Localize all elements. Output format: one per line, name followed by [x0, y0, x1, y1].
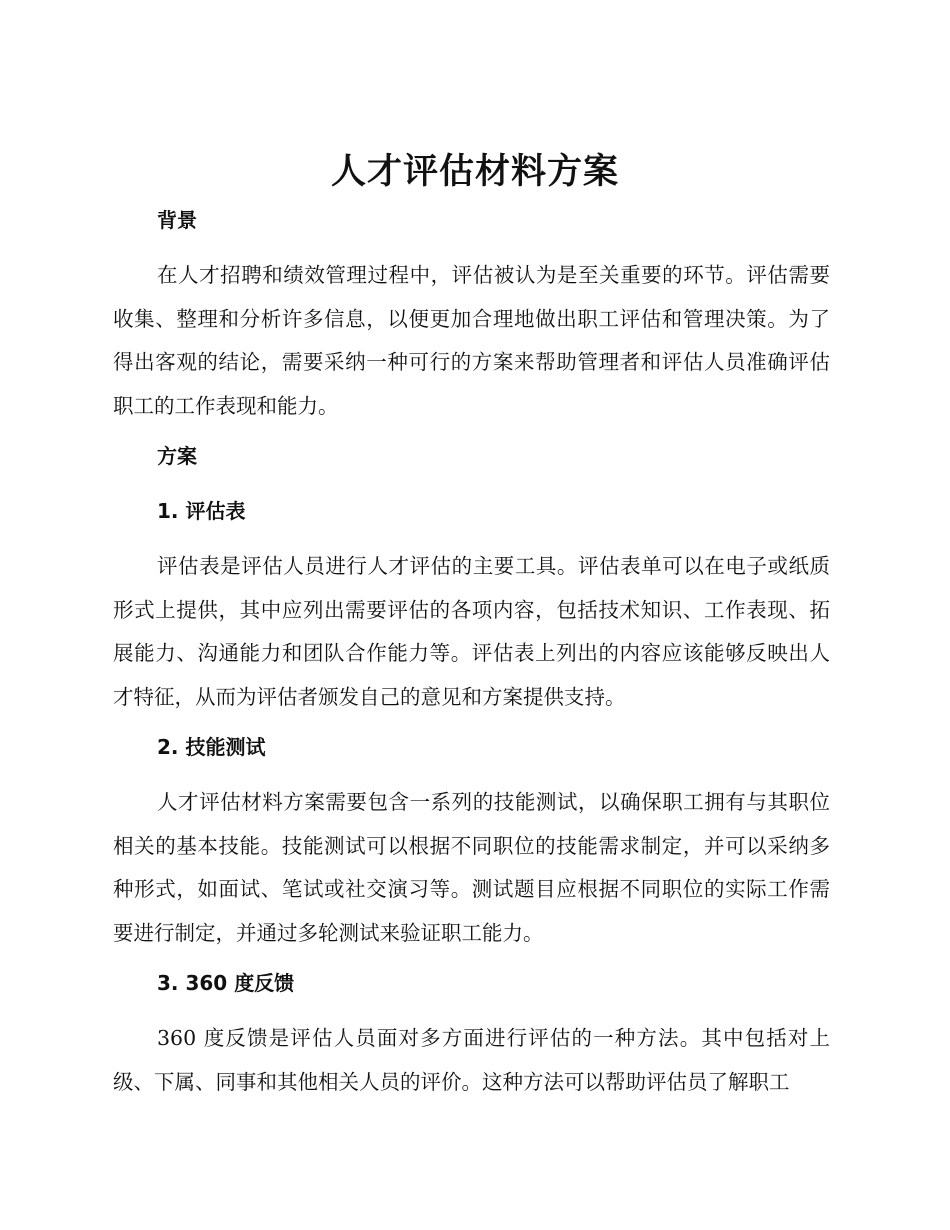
section-paragraph-evaluation-form: 评估表是评估人员进行人才评估的主要工具。评估表单可以在电子或纸质形式上提供，其中应列出需要评估的各项内容，包括技术知识、工作表现、拓展能力、沟通能力和团队合作能力等。评估表上列出的内容应该能够反映出人才特征，从而为评估者颁发自己的意见和方案提供支持。	[113, 554, 830, 709]
document-title: 人才评估材料方案	[330, 152, 619, 192]
section-heading-evaluation-form: 1. 评估表	[157, 499, 246, 523]
section-paragraph-skill-test: 人才评估材料方案需要包含一系列的技能测试，以确保职工拥有与其职位相关的基本技能。技能测试可以根据不同职位的技能需求制定，并可以采纳多种形式，如面试、笔试或社交演习等。测试题目应根据不同职位的实际工作需要进行制定，并通过多轮测试来验证职工能力。	[113, 790, 830, 945]
section-heading-skill-test: 2. 技能测试	[157, 735, 266, 759]
section-heading-plan: 方案	[157, 444, 197, 468]
section-heading-background: 背景	[157, 208, 197, 232]
section-paragraph-360-feedback: 360 度反馈是评估人员面对多方面进行评估的一种方法。其中包括对上级、下属、同事和其他相关人员的评价。这种方法可以帮助评估员了解职工	[113, 1026, 830, 1094]
section-paragraph-background: 在人才招聘和绩效管理过程中，评估被认为是至关重要的环节。评估需要收集、整理和分析许多信息，以便更加合理地做出职工评估和管理决策。为了得出客观的结论，需要采纳一种可行的方案来帮助管理者和评估人员准确评估职工的工作表现和能力。	[113, 263, 830, 418]
section-heading-360-feedback: 3. 360 度反馈	[157, 971, 295, 995]
